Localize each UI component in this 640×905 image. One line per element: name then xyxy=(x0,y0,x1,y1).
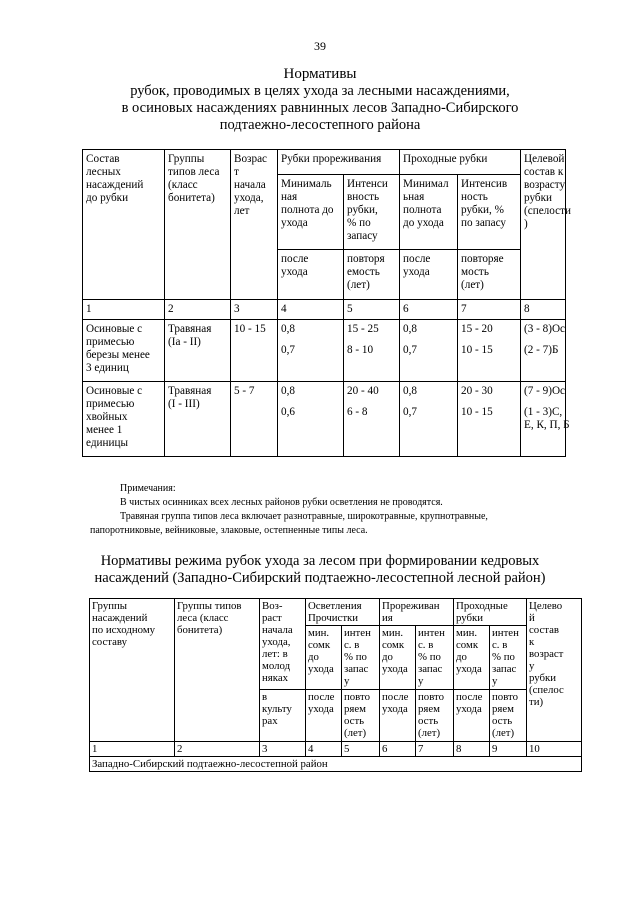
header-thinning: Рубки прореживания xyxy=(278,150,400,175)
t2-header-p-min: мин. сомк до ухода xyxy=(454,626,490,690)
title-1-line: в осиновых насаждениях равнинных лесов Западно-Сибирского xyxy=(121,100,519,116)
header-passage-min: Минимал ьная полнота до ухода xyxy=(400,175,458,250)
row-passage-int: 15 - 20 10 - 15 xyxy=(458,320,521,382)
t2-header-c-rep: повто ряем ость (лет) xyxy=(342,690,380,742)
header-passage-repeat: повторяе мость (лет) xyxy=(458,250,521,300)
column-number: 1 xyxy=(83,300,165,320)
notes-line: папоротниковые, вейниковые, злаковые, остепненные типы леса. xyxy=(90,525,368,536)
title-1 xyxy=(70,66,570,134)
t2-header-age-sub: в культу рах xyxy=(260,690,306,742)
column-number: 2 xyxy=(165,300,231,320)
row-target: (3 - 8)Ос (2 - 7)Б xyxy=(521,320,566,382)
t2-header-p-int: интен с. в % по запас у xyxy=(490,626,527,690)
row-passage-min: 0,8 0,7 xyxy=(400,320,458,382)
t2-header-t-rep: повто ряем ость (лет) xyxy=(416,690,454,742)
t2-header-t-min: мин. сомк до ухода xyxy=(380,626,416,690)
t2-header-groups-source: Группы насаждений по исходному составу xyxy=(90,599,175,742)
t2-header-thinning: Прореживан ия xyxy=(380,599,454,626)
title-1-line: Нормативы xyxy=(283,66,357,82)
t2-region-row xyxy=(90,757,582,772)
table-2 xyxy=(89,598,582,772)
t2-header-passage: Проходные рубки xyxy=(454,599,527,626)
t2-header-age: Воз- раст начала ухода, лет: в молод няках xyxy=(260,599,306,690)
column-number: 3 xyxy=(231,300,278,320)
t2-header-t-int: интен с. в % по запас у xyxy=(416,626,454,690)
t2-header-c-int: интен с. в % по запас у xyxy=(342,626,380,690)
title-2-line: насаждений (Западно-Сибирский подтаежно-лесостепной лесной район) xyxy=(94,570,546,586)
row-group: Травяная (I - III) xyxy=(165,382,231,457)
header-passage-after: после ухода xyxy=(400,250,458,300)
column-number: 6 xyxy=(400,300,458,320)
t2-header-c-min: мин. сомк до ухода xyxy=(306,626,342,690)
row-thinning-min: 0,8 0,6 xyxy=(278,382,344,457)
table-row xyxy=(83,320,566,382)
column-number: 4 xyxy=(306,742,342,757)
column-number: 1 xyxy=(90,742,175,757)
header-passage-int: Интенсив ность рубки, % по запасу xyxy=(458,175,521,250)
column-number: 8 xyxy=(454,742,490,757)
header-thinning-repeat: повторя емость (лет) xyxy=(344,250,400,300)
table-1 xyxy=(82,149,571,457)
t2-header-c-after: после ухода xyxy=(306,690,342,742)
header-groups: Группы типов леса (класс бонитета) xyxy=(165,150,231,300)
t2-header-clearing: Осветления Прочистки xyxy=(306,599,380,626)
title-2 xyxy=(60,553,580,587)
row-composition: Осиновые с примесью хвойных менее 1 единицы xyxy=(83,382,165,457)
t2-header-target: Целево й состав к возраст у рубки (спелос ти) xyxy=(527,599,582,742)
title-1-line: подтаежно-лесостепного района xyxy=(219,117,421,133)
column-number: 9 xyxy=(490,742,527,757)
t2-header-t-after: после ухода xyxy=(380,690,416,742)
header-target: Целевой состав к возрасту рубки (спелости ) xyxy=(521,150,566,300)
column-number: 8 xyxy=(521,300,566,320)
region-label: Западно-Сибирский подтаежно-лесостепной район xyxy=(90,757,582,772)
t2-header-p-rep: повто ряем ость (лет) xyxy=(490,690,527,742)
column-number: 6 xyxy=(380,742,416,757)
notes-line: В чистых осинниках всех лесных районов рубки осветления не проводятся. xyxy=(120,497,443,508)
column-number: 5 xyxy=(342,742,380,757)
header-passage: Проходные рубки xyxy=(400,150,521,175)
page-number: 39 xyxy=(314,39,326,53)
header-thinning-after: после ухода xyxy=(278,250,344,300)
table-row xyxy=(83,382,566,457)
row-group: Травяная (Iа - II) xyxy=(165,320,231,382)
t2-column-numbers-row xyxy=(90,742,582,757)
column-number: 5 xyxy=(344,300,400,320)
header-thinning-min: Минималь ная полнота до ухода xyxy=(278,175,344,250)
row-passage-int: 20 - 30 10 - 15 xyxy=(458,382,521,457)
row-passage-min: 0,8 0,7 xyxy=(400,382,458,457)
column-number: 10 xyxy=(527,742,582,757)
column-number: 7 xyxy=(416,742,454,757)
title-1-line: рубок, проводимых в целях ухода за лесными насаждениями, xyxy=(130,83,510,99)
column-number: 2 xyxy=(175,742,260,757)
column-number: 7 xyxy=(458,300,521,320)
row-thinning-int: 15 - 25 8 - 10 xyxy=(344,320,400,382)
t2-header-p-after: после ухода xyxy=(454,690,490,742)
column-number: 3 xyxy=(260,742,306,757)
row-composition: Осиновые с примесью березы менее 3 единиц xyxy=(83,320,165,382)
row-target: (7 - 9)Ос (1 - 3)С, Е, К, П, Б xyxy=(521,382,566,457)
row-age: 5 - 7 xyxy=(231,382,278,457)
row-age: 10 - 15 xyxy=(231,320,278,382)
header-composition: Состав лесных насаждений до рубки xyxy=(83,150,165,300)
row-thinning-int: 20 - 40 6 - 8 xyxy=(344,382,400,457)
notes xyxy=(90,482,582,538)
notes-heading: Примечания: xyxy=(120,483,176,494)
row-thinning-min: 0,8 0,7 xyxy=(278,320,344,382)
header-age: Возрас т начала ухода, лет xyxy=(231,150,278,300)
title-2-line: Нормативы режима рубок ухода за лесом при формировании кедровых xyxy=(100,553,540,569)
notes-line: Травяная группа типов леса включает разнотравные, широкотравные, крупнотравные, xyxy=(120,511,488,522)
t2-header-groups-types: Группы типов леса (класс бонитета) xyxy=(175,599,260,742)
column-numbers-row xyxy=(83,300,566,320)
column-number: 4 xyxy=(278,300,344,320)
header-thinning-int: Интенси вность рубки, % по запасу xyxy=(344,175,400,250)
